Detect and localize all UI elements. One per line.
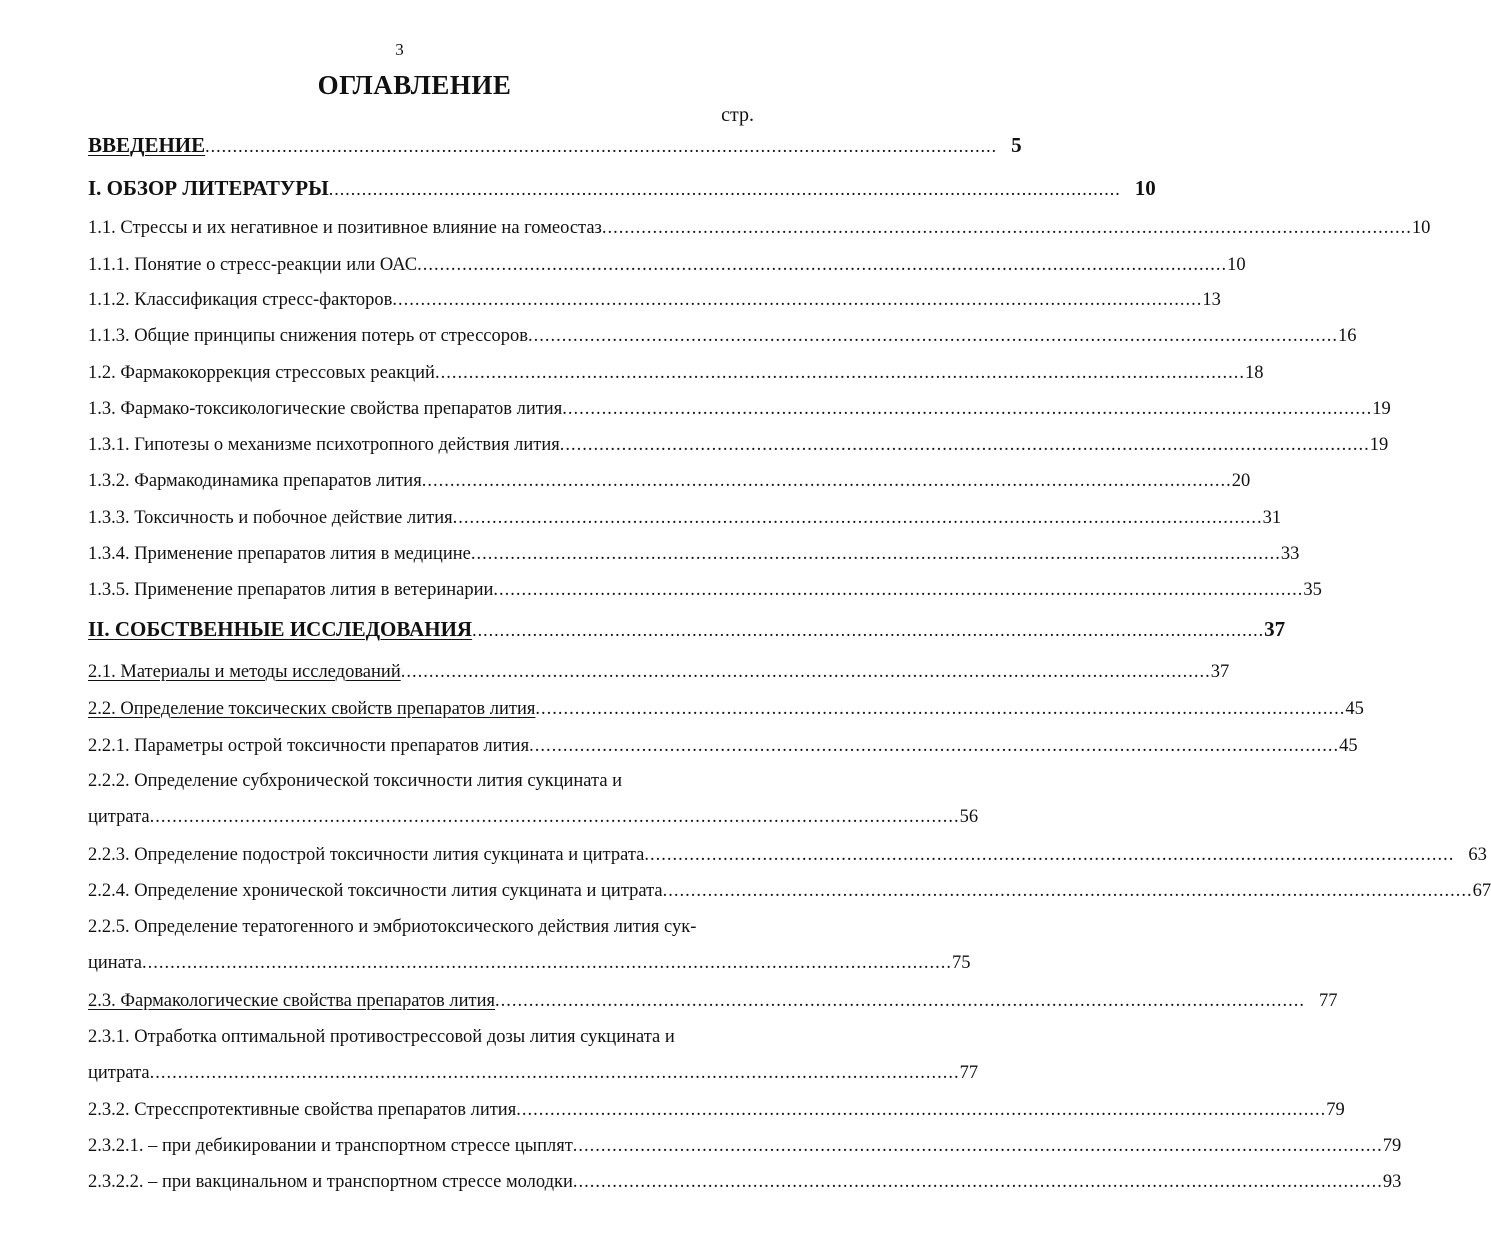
toc-entry-title: 1.3.4. Применение препаратов лития в медицине [88,544,471,564]
toc-entry-page: 67 [1472,881,1491,901]
toc-entry: 1.1. Стрессы и их негативное и позитивное влияние на гомеостаз ................................................................................................................................................ 10 [88,218,1431,238]
toc-entry-page: 45 [1339,736,1358,756]
toc-entry-page: 79 [1382,1136,1402,1156]
toc-entry: 1.3. Фармако-токсикологические свойства препаратов лития ................................................................................................................................................ 19 [88,399,1391,419]
toc-entry-title: 2.2.3. Определение подострой токсичности лития сукцината и цитрата [88,845,645,865]
toc-entry-page: 37 [1210,662,1230,682]
toc-entry-page: 37 [1264,617,1286,641]
toc-entry-title: 2.2.4. Определение хронической токсичности лития сукцината и цитрата [88,881,663,901]
toc-entry-page: 33 [1280,544,1300,564]
toc-entry: 2.2.3. Определение подострой токсичности лития сукцината и цитрата ................................................................................................................................................ 63 [88,845,1487,865]
toc-entry-page: 10 [1227,255,1246,275]
page-column-label: стр. [721,104,754,126]
toc-entry: 2.2.4. Определение хронической токсичности лития сукцината и цитрата ................................................................................................................................................ 67 [88,881,1491,901]
toc-entry: 1.1.1. Понятие о стресс-реакции или ОАС ................................................................................................................................................ 10 [88,255,1246,275]
toc-entry-title: 2.2.1. Параметры острой токсичности препаратов лития [88,736,530,756]
toc-entry-page: 79 [1326,1100,1345,1120]
toc-entry-page: 19 [1372,399,1391,419]
toc-entry-page: 10 [1134,176,1156,200]
toc-entry: 1.3.1. Гипотезы о механизме психотропного действия лития ................................................................................................................................................ 19 [88,435,1389,455]
toc-entry-literature-review: I. ОБЗОР ЛИТЕРАТУРЫ ................................................................................................................................................ 10 [88,176,1156,200]
toc-entry-page: 16 [1338,326,1357,346]
toc-entry-page: 93 [1382,1172,1402,1192]
toc-entry-page: 75 [951,953,971,973]
toc-entry-title: 1.2. Фармакокоррекция стрессовых реакций [88,363,435,383]
toc-entry: 1.2. Фармакокоррекция стрессовых реакций ................................................................................................................................................ 18 [88,363,1264,383]
toc-entry: 1.3.3. Токсичность и побочное действие лития ................................................................................................................................................ 31 [88,508,1282,528]
toc-entry-title-continuation: цитрата [88,1063,150,1083]
toc-entry: 2.3.2.2. – при вакцинальном и транспортном стрессе молодки ................................................................................................................................................ 93 [88,1172,1402,1192]
toc-entry: 1.3.5. Применение препаратов лития в ветеринарии ................................................................................................................................................ 35 [88,580,1322,600]
toc-entry: 1.3.2. Фармакодинамика препаратов лития ................................................................................................................................................ 20 [88,471,1251,491]
toc-entry: 2.3.2. Стресспротективные свойства препаратов лития ................................................................................................................................................ 79 [88,1100,1345,1120]
toc-entry-page: 10 [1411,218,1431,238]
toc-entry-introduction: ВВЕДЕНИЕ ................................................................................................................................................ 5 [88,133,1022,157]
toc-entry-title: ВВЕДЕНИЕ [88,133,206,157]
toc-entry: 2.3. Фармакологические свойства препаратов лития ................................................................................................................................................ 77 [88,991,1338,1011]
toc-entry-title: 2.3.2.2. – при вакцинальном и транспортном стрессе молодки [88,1172,573,1192]
toc-entry-page: 20 [1231,471,1251,491]
toc-entry-title: 1.1.2. Классификация стресс-факторов [88,290,393,310]
toc-entry-title-continuation: цината [88,953,142,973]
toc-entry-page: 77 [959,1063,979,1083]
toc-entry: цитрата ................................................................................................................................................ 77 [88,1063,979,1083]
toc-entry: 2.1. Материалы и методы исследований ................................................................................................................................................ 37 [88,662,1230,682]
toc-entry-own-research: II. СОБСТВЕННЫЕ ИССЛЕДОВАНИЯ ................................................................................................................................................ 37 [88,617,1286,641]
toc-entry-title: 1.3.3. Токсичность и побочное действие лития [88,508,453,528]
toc-entry-title: 1.3.5. Применение препаратов лития в ветеринарии [88,580,494,600]
toc-entry: цитрата ................................................................................................................................................ 56 [88,807,979,827]
toc-entry-page: 45 [1345,699,1364,719]
toc-entry-page: 77 [1319,991,1338,1011]
page-number: 3 [395,40,404,59]
toc-entry-title: 2.3.1. Отработка оптимальной противострессовой дозы лития сукцината и [88,1027,675,1047]
toc-entry-title: 2.3.2.1. – при дебикировании и транспортном стрессе цыплят [88,1136,573,1156]
toc-entry-title: 1.3. Фармако-токсикологические свойства препаратов лития [88,399,563,419]
toc-entry-title: 2.1. Материалы и методы исследований [88,662,401,682]
toc-entry-page: 63 [1468,845,1487,865]
toc-entry-page: 5 [1011,133,1022,157]
toc-entry: 2.2. Определение токсических свойств препаратов лития ................................................................................................................................................ 45 [88,699,1364,719]
toc-entry: цината ................................................................................................................................................ 75 [88,953,971,973]
toc-entry: 2.2.1. Параметры острой токсичности препаратов лития ................................................................................................................................................ 45 [88,736,1358,756]
toc-entry-title-continuation: цитрата [88,807,150,827]
toc-entry: 1.1.2. Классификация стресс-факторов ................................................................................................................................................ 13 [88,290,1221,310]
toc-entry-page: 56 [959,807,979,827]
toc-entry-title: 2.2.2. Определение субхронической токсичности лития сукцината и [88,771,623,791]
toc-entry-title: I. ОБЗОР ЛИТЕРАТУРЫ [88,176,329,200]
toc-entry-title: 1.3.2. Фармакодинамика препаратов лития [88,471,422,491]
toc-entry-title: 1.3.1. Гипотезы о механизме психотропного действия лития [88,435,560,455]
toc-entry-title: 2.2. Определение токсических свойств препаратов лития [88,699,536,719]
toc-entry-page: 19 [1369,435,1389,455]
toc-entry-title: 2.3.2. Стресспротективные свойства препаратов лития [88,1100,517,1120]
toc-entry: 2.3.2.1. – при дебикировании и транспортном стрессе цыплят ................................................................................................................................................ 79 [88,1136,1402,1156]
toc-entry-page: 13 [1202,290,1221,310]
toc-entry: 1.3.4. Применение препаратов лития в медицине ................................................................................................................................................ 33 [88,544,1300,564]
toc-entry-title: II. СОБСТВЕННЫЕ ИССЛЕДОВАНИЯ [88,617,473,641]
toc-entry-page: 31 [1262,508,1282,528]
toc-entry-page: 18 [1244,363,1264,383]
toc-entry-title: 1.1.1. Понятие о стресс-реакции или ОАС [88,255,418,275]
toc-entry-title: 1.1. Стрессы и их негативное и позитивное влияние на гомеостаз [88,218,602,238]
toc-entry-title: 1.1.3. Общие принципы снижения потерь от стрессоров [88,326,528,346]
toc-entry-page: 35 [1303,580,1322,600]
toc-entry-title: 2.2.5. Определение тератогенного и эмбриотоксического действия лития сук- [88,917,697,937]
page-title: ОГЛАВЛЕНИЕ [317,70,512,100]
toc-entry: 1.1.3. Общие принципы снижения потерь от стрессоров ................................................................................................................................................ 16 [88,326,1357,346]
toc-entry-title: 2.3. Фармакологические свойства препаратов лития [88,991,496,1011]
